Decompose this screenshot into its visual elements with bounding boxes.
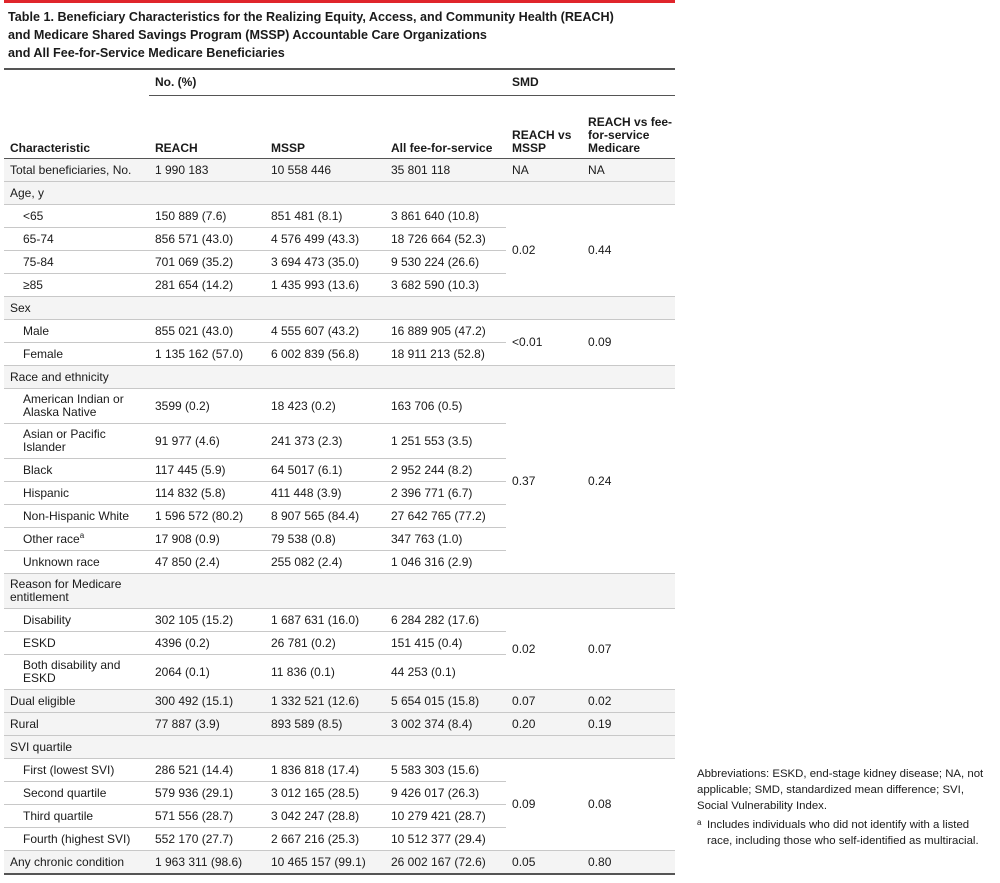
cell-mssp: 11 836 (0.1) bbox=[265, 655, 385, 690]
header-group-no: No. (%) bbox=[149, 69, 506, 96]
section-sex bbox=[4, 297, 675, 320]
cell-reach: 1 990 183 bbox=[149, 159, 265, 182]
footnote-text: Includes individuals who did not identify with a listed race, including those who self-identified as multiracial. bbox=[707, 819, 979, 847]
row-label: Second quartile bbox=[4, 782, 149, 805]
abbreviations-note: Abbreviations: ESKD, end-stage kidney disease; NA, not applicable; SMD, standardized mean difference; SVI, Social Vulnerability Index. bbox=[697, 768, 984, 812]
cell-ffs: 3 682 590 (10.3) bbox=[385, 274, 506, 297]
header-all-ffs: All fee-for-service bbox=[385, 96, 506, 159]
row-label: Unknown race bbox=[4, 551, 149, 574]
row-label: ≥85 bbox=[4, 274, 149, 297]
cell-smd2: NA bbox=[582, 159, 675, 182]
cell-mssp: 6 002 839 (56.8) bbox=[265, 343, 385, 366]
cell-mssp: 26 781 (0.2) bbox=[265, 632, 385, 655]
row-label: Male bbox=[4, 320, 149, 343]
header-smd-reach-vs-ffs: REACH vs fee-for-service Medicare bbox=[582, 96, 675, 159]
row-label: American Indian or Alaska Native bbox=[4, 389, 149, 424]
row-label: Black bbox=[4, 459, 149, 482]
table-row-total bbox=[4, 159, 675, 182]
cell-reach: 114 832 (5.8) bbox=[149, 482, 265, 505]
cell-ffs: 2 952 244 (8.2) bbox=[385, 459, 506, 482]
header-group-smd: SMD bbox=[506, 69, 675, 96]
cell-smd1: 0.09 bbox=[506, 759, 582, 851]
row-label: 65-74 bbox=[4, 228, 149, 251]
cell-mssp: 18 423 (0.2) bbox=[265, 389, 385, 424]
row-label: Third quartile bbox=[4, 805, 149, 828]
cell-smd2: 0.24 bbox=[582, 389, 675, 574]
cell-ffs: 9 426 017 (26.3) bbox=[385, 782, 506, 805]
row-label-text: Other race bbox=[23, 531, 80, 546]
section-race bbox=[4, 366, 675, 389]
cell-ffs: 18 726 664 (52.3) bbox=[385, 228, 506, 251]
cell-mssp: 851 481 (8.1) bbox=[265, 205, 385, 228]
title-line-2: and Medicare Shared Savings Program (MSSP) Accountable Care Organizations bbox=[8, 28, 487, 42]
section-label: SVI quartile bbox=[4, 736, 675, 759]
cell-ffs: 35 801 118 bbox=[385, 159, 506, 182]
cell-ffs: 2 396 771 (6.7) bbox=[385, 482, 506, 505]
row-label: 75-84 bbox=[4, 251, 149, 274]
cell-reach: 17 908 (0.9) bbox=[149, 528, 265, 551]
row-label: Any chronic condition bbox=[4, 851, 149, 875]
cell-smd1: 0.05 bbox=[506, 851, 582, 875]
cell-reach: 571 556 (28.7) bbox=[149, 805, 265, 828]
cell-mssp: 2 667 216 (25.3) bbox=[265, 828, 385, 851]
row-label: Fourth (highest SVI) bbox=[4, 828, 149, 851]
cell-mssp: 3 012 165 (28.5) bbox=[265, 782, 385, 805]
cell-ffs: 151 415 (0.4) bbox=[385, 632, 506, 655]
section-label: Sex bbox=[4, 297, 675, 320]
cell-mssp: 241 373 (2.3) bbox=[265, 424, 385, 459]
cell-reach: 4396 (0.2) bbox=[149, 632, 265, 655]
row-label: Disability bbox=[4, 609, 149, 632]
cell-mssp: 893 589 (8.5) bbox=[265, 713, 385, 736]
cell-reach: 286 521 (14.4) bbox=[149, 759, 265, 782]
cell-mssp: 8 907 565 (84.4) bbox=[265, 505, 385, 528]
cell-ffs: 10 512 377 (29.4) bbox=[385, 828, 506, 851]
footnote-mark: a bbox=[697, 818, 702, 827]
cell-smd2: 0.19 bbox=[582, 713, 675, 736]
cell-mssp: 4 555 607 (43.2) bbox=[265, 320, 385, 343]
cell-smd2: 0.08 bbox=[582, 759, 675, 851]
cell-smd2: 0.44 bbox=[582, 205, 675, 297]
section-entitlement bbox=[4, 574, 675, 609]
header-characteristic: Characteristic bbox=[4, 96, 149, 159]
cell-ffs: 44 253 (0.1) bbox=[385, 655, 506, 690]
cell-ffs: 1 251 553 (3.5) bbox=[385, 424, 506, 459]
cell-reach: 579 936 (29.1) bbox=[149, 782, 265, 805]
cell-smd1: 0.20 bbox=[506, 713, 582, 736]
cell-reach: 1 596 572 (80.2) bbox=[149, 505, 265, 528]
cell-ffs: 347 763 (1.0) bbox=[385, 528, 506, 551]
cell-reach: 855 021 (43.0) bbox=[149, 320, 265, 343]
cell-ffs: 27 642 765 (77.2) bbox=[385, 505, 506, 528]
row-label: Dual eligible bbox=[4, 690, 149, 713]
table-row-rural bbox=[4, 713, 675, 736]
row-label: <65 bbox=[4, 205, 149, 228]
cell-mssp: 255 082 (2.4) bbox=[265, 551, 385, 574]
section-svi bbox=[4, 736, 675, 759]
table-row-dual-eligible bbox=[4, 690, 675, 713]
cell-mssp: 10 465 157 (99.1) bbox=[265, 851, 385, 875]
cell-reach: 1 963 311 (98.6) bbox=[149, 851, 265, 875]
table-row bbox=[4, 759, 675, 782]
table-row bbox=[4, 205, 675, 228]
cell-reach: 91 977 (4.6) bbox=[149, 424, 265, 459]
cell-smd1: <0.01 bbox=[506, 320, 582, 366]
beneficiary-table bbox=[4, 68, 675, 875]
cell-reach: 1 135 162 (57.0) bbox=[149, 343, 265, 366]
row-label: Non-Hispanic White bbox=[4, 505, 149, 528]
row-label bbox=[4, 528, 149, 551]
footnote-a bbox=[697, 817, 997, 849]
row-label: Female bbox=[4, 343, 149, 366]
header-mssp: MSSP bbox=[265, 96, 385, 159]
cell-ffs: 26 002 167 (72.6) bbox=[385, 851, 506, 875]
cell-smd1: 0.02 bbox=[506, 609, 582, 690]
cell-ffs: 3 002 374 (8.4) bbox=[385, 713, 506, 736]
cell-reach: 300 492 (15.1) bbox=[149, 690, 265, 713]
cell-reach: 856 571 (43.0) bbox=[149, 228, 265, 251]
cell-ffs: 16 889 905 (47.2) bbox=[385, 320, 506, 343]
footnote-marker: a bbox=[79, 530, 85, 540]
cell-mssp: 1 687 631 (16.0) bbox=[265, 609, 385, 632]
cell-smd1: 0.37 bbox=[506, 389, 582, 574]
header-empty bbox=[4, 69, 149, 96]
section-label: Race and ethnicity bbox=[4, 366, 675, 389]
cell-smd1: 0.02 bbox=[506, 205, 582, 297]
title-accent-bar bbox=[4, 0, 675, 3]
cell-reach: 117 445 (5.9) bbox=[149, 459, 265, 482]
cell-reach: 77 887 (3.9) bbox=[149, 713, 265, 736]
table-row bbox=[4, 389, 675, 424]
header-smd-reach-vs-mssp: REACH vs MSSP bbox=[506, 96, 582, 159]
cell-smd2: 0.09 bbox=[582, 320, 675, 366]
cell-ffs: 18 911 213 (52.8) bbox=[385, 343, 506, 366]
cell-smd2: 0.07 bbox=[582, 609, 675, 690]
cell-ffs: 1 046 316 (2.9) bbox=[385, 551, 506, 574]
cell-mssp: 3 694 473 (35.0) bbox=[265, 251, 385, 274]
cell-mssp: 1 332 521 (12.6) bbox=[265, 690, 385, 713]
title-line-1: Table 1. Beneficiary Characteristics for the Realizing Equity, Access, and Community Health (REACH) bbox=[8, 10, 614, 24]
cell-mssp: 79 538 (0.8) bbox=[265, 528, 385, 551]
cell-smd1: NA bbox=[506, 159, 582, 182]
cell-ffs: 5 654 015 (15.8) bbox=[385, 690, 506, 713]
row-label: ESKD bbox=[4, 632, 149, 655]
row-label: Asian or Pacific Islander bbox=[4, 424, 149, 459]
table-row bbox=[4, 609, 675, 632]
table-title bbox=[8, 8, 678, 62]
cell-mssp: 64 5017 (6.1) bbox=[265, 459, 385, 482]
cell-mssp: 411 448 (3.9) bbox=[265, 482, 385, 505]
cell-smd2: 0.80 bbox=[582, 851, 675, 875]
cell-mssp: 1 435 993 (13.6) bbox=[265, 274, 385, 297]
table-row-any-chronic bbox=[4, 851, 675, 875]
cell-reach: 302 105 (15.2) bbox=[149, 609, 265, 632]
row-label: First (lowest SVI) bbox=[4, 759, 149, 782]
cell-ffs: 9 530 224 (26.6) bbox=[385, 251, 506, 274]
cell-reach: 552 170 (27.7) bbox=[149, 828, 265, 851]
table-row bbox=[4, 320, 675, 343]
cell-ffs: 5 583 303 (15.6) bbox=[385, 759, 506, 782]
cell-ffs: 10 279 421 (28.7) bbox=[385, 805, 506, 828]
table-notes bbox=[697, 766, 997, 849]
cell-smd1: 0.07 bbox=[506, 690, 582, 713]
row-label: Rural bbox=[4, 713, 149, 736]
cell-mssp: 3 042 247 (28.8) bbox=[265, 805, 385, 828]
header-reach: REACH bbox=[149, 96, 265, 159]
cell-reach: 2064 (0.1) bbox=[149, 655, 265, 690]
row-label: Hispanic bbox=[4, 482, 149, 505]
section-label bbox=[4, 574, 675, 609]
cell-mssp: 4 576 499 (43.3) bbox=[265, 228, 385, 251]
cell-reach: 150 889 (7.6) bbox=[149, 205, 265, 228]
cell-reach: 3599 (0.2) bbox=[149, 389, 265, 424]
cell-ffs: 3 861 640 (10.8) bbox=[385, 205, 506, 228]
section-label: Age, y bbox=[4, 182, 675, 205]
cell-ffs: 163 706 (0.5) bbox=[385, 389, 506, 424]
row-label: Total beneficiaries, No. bbox=[4, 159, 149, 182]
section-label-text: Reason for Medicare entitlement bbox=[10, 577, 122, 604]
cell-reach: 47 850 (2.4) bbox=[149, 551, 265, 574]
title-line-3: and All Fee-for-Service Medicare Beneficiaries bbox=[8, 46, 285, 60]
cell-ffs: 6 284 282 (17.6) bbox=[385, 609, 506, 632]
section-age bbox=[4, 182, 675, 205]
cell-mssp: 10 558 446 bbox=[265, 159, 385, 182]
cell-reach: 701 069 (35.2) bbox=[149, 251, 265, 274]
cell-smd2: 0.02 bbox=[582, 690, 675, 713]
row-label: Both disability and ESKD bbox=[4, 655, 149, 690]
cell-reach: 281 654 (14.2) bbox=[149, 274, 265, 297]
cell-mssp: 1 836 818 (17.4) bbox=[265, 759, 385, 782]
